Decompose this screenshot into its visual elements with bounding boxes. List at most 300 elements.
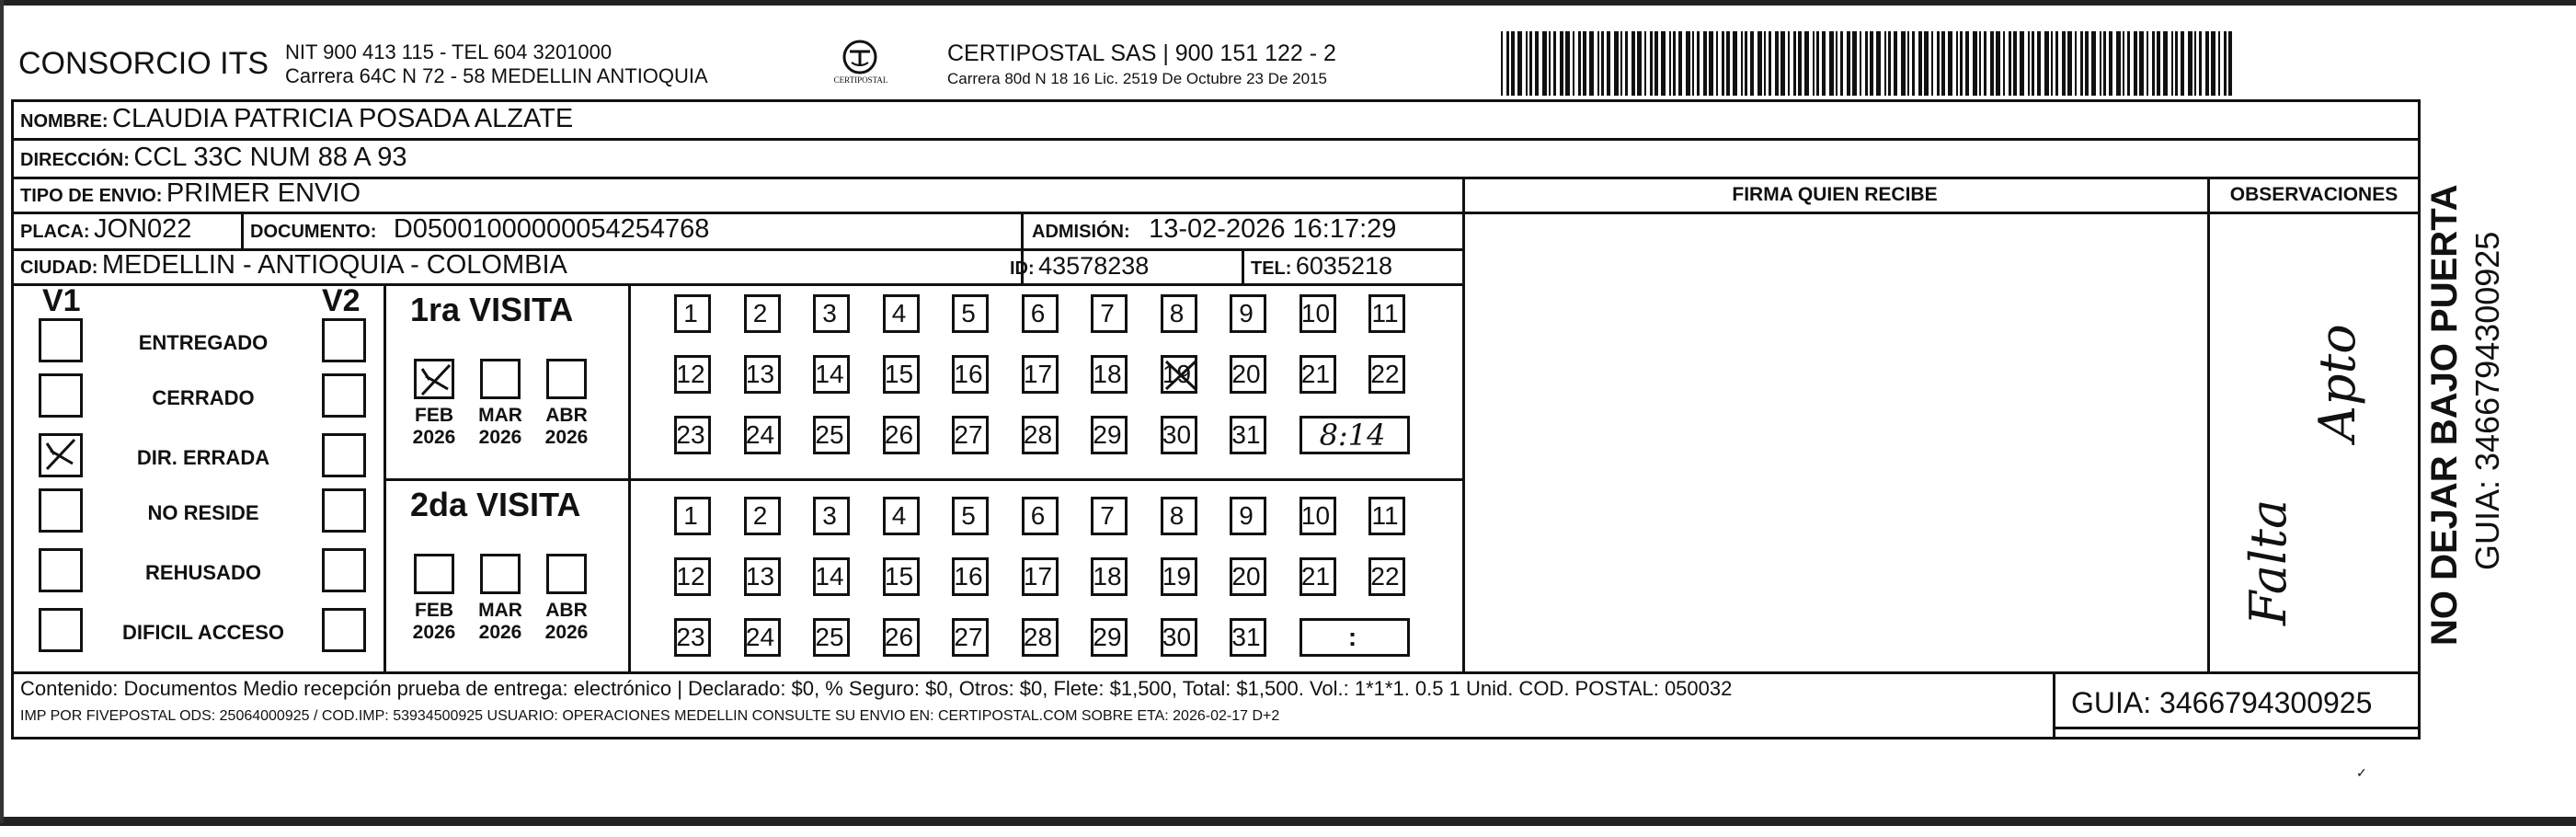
- handwritten-observation: [2212, 276, 2414, 662]
- barcode-bar: [2205, 31, 2209, 96]
- day-box[interactable]: [1230, 416, 1266, 454]
- imp-text: IMP POR FIVEPOSTAL ODS: 25064000925 / COD.IMP: 53934500925 USUARIO: OPERACIONES MEDELLIN CONSULTE SU ENVIO EN: CERTIPOSTAL.COM SOBRE ETA: 2026-02-17 D+2: [20, 708, 1280, 724]
- day-box[interactable]: [674, 355, 711, 394]
- day-box[interactable]: [952, 497, 989, 535]
- month-checkbox[interactable]: [480, 554, 521, 594]
- observaciones-header: OBSERVACIONES: [2229, 184, 2399, 205]
- day-box[interactable]: [813, 355, 850, 394]
- v2-checkbox[interactable]: [322, 608, 366, 652]
- status-label: NO RESIDE: [147, 501, 259, 524]
- day-box[interactable]: [1299, 497, 1336, 535]
- day-box[interactable]: [813, 416, 850, 454]
- day-number: 30: [1162, 420, 1192, 449]
- day-number: 8: [1169, 501, 1185, 530]
- barcode-bar: [1829, 31, 1834, 96]
- v2-checkbox[interactable]: [322, 318, 366, 362]
- time-value: 8:14: [1319, 418, 1386, 453]
- day-box[interactable]: [1230, 557, 1266, 596]
- month-year: 2026: [544, 622, 589, 643]
- barcode-bar: [2067, 31, 2072, 96]
- barcode-bar: [1578, 31, 1581, 96]
- barcode-bar: [2116, 31, 2121, 96]
- barcode-bar: [1948, 31, 1952, 96]
- day-box[interactable]: [674, 618, 711, 657]
- day-number: 2: [752, 299, 768, 327]
- nombre-value: CLAUDIA PATRICIA POSADA ALZATE: [112, 104, 574, 133]
- tel-row: [1251, 252, 1392, 281]
- barcode-bar: [1780, 31, 1785, 96]
- row-line: [11, 283, 1464, 286]
- row-line: [2053, 727, 2421, 729]
- day-number: 22: [1370, 562, 1400, 590]
- barcode-bar: [2091, 31, 2096, 96]
- barcode-bar: [1769, 31, 1771, 96]
- day-box[interactable]: [674, 416, 711, 454]
- day-box[interactable]: [1161, 557, 1197, 596]
- barcode-bar: [1560, 31, 1563, 96]
- barcode-bar: [2103, 31, 2106, 96]
- month-year: 2026: [478, 427, 522, 448]
- barcode-bar: [2109, 31, 2112, 96]
- day-number: 25: [815, 623, 844, 651]
- barcode-bar: [1973, 31, 1977, 96]
- placa-value: JON022: [94, 214, 192, 244]
- barcode-bar: [2009, 31, 2011, 96]
- day-number: 28: [1023, 420, 1053, 449]
- documento-label: DOCUMENTO:: [250, 222, 377, 242]
- day-number: 4: [891, 501, 907, 530]
- day-box[interactable]: [883, 557, 920, 596]
- day-box[interactable]: [883, 497, 920, 535]
- day-box[interactable]: [883, 294, 920, 333]
- barcode-bar: [2211, 31, 2215, 96]
- barcode-bar: [2228, 31, 2232, 96]
- direccion-label: DIRECCIÓN:: [20, 150, 130, 170]
- day-number: 2: [752, 501, 768, 530]
- day-number: 20: [1231, 562, 1261, 590]
- day-box[interactable]: [1368, 294, 1405, 333]
- day-number: 29: [1093, 623, 1122, 651]
- barcode: [1501, 31, 2237, 96]
- barcode-bar: [1741, 31, 1743, 96]
- day-number: 28: [1023, 623, 1053, 651]
- barcode-bar: [2127, 31, 2130, 96]
- side-guia: GUIA: 3466794300925: [2468, 231, 2506, 570]
- month-checkbox[interactable]: [546, 359, 587, 399]
- barcode-bar: [1650, 31, 1653, 96]
- id-row: [1010, 252, 1149, 281]
- day-box[interactable]: [952, 557, 989, 596]
- day-box[interactable]: [1022, 497, 1059, 535]
- v1-checkbox[interactable]: [39, 318, 83, 362]
- v1-checkbox[interactable]: [39, 433, 83, 477]
- day-box[interactable]: [674, 294, 711, 333]
- day-box[interactable]: [1161, 355, 1197, 394]
- status-label: DIFICIL ACCESO: [121, 621, 284, 644]
- day-number: 29: [1093, 420, 1122, 449]
- day-number: 9: [1239, 501, 1254, 530]
- day-number: 3: [822, 299, 837, 327]
- day-box[interactable]: [813, 497, 850, 535]
- day-number: 11: [1371, 299, 1399, 327]
- day-number: 7: [1100, 501, 1115, 530]
- barcode-bar: [1589, 31, 1594, 96]
- barcode-bar: [1793, 31, 1796, 96]
- day-box[interactable]: [1091, 294, 1128, 333]
- month-year: 2026: [412, 622, 456, 643]
- admision-row: [1032, 214, 1396, 245]
- day-number: 21: [1300, 360, 1331, 388]
- barcode-bar: [1822, 31, 1826, 96]
- day-number: 14: [815, 360, 844, 388]
- barcode-bar: [1860, 31, 1861, 96]
- month-name: FEB: [415, 405, 453, 426]
- barcode-bar: [2080, 31, 2083, 96]
- barcode-bar: [1956, 31, 1958, 96]
- v1-checkbox[interactable]: [39, 608, 83, 652]
- barcode-bar: [2134, 31, 2137, 96]
- month-checkbox[interactable]: [414, 359, 454, 399]
- day-box[interactable]: [1022, 416, 1059, 454]
- day-box[interactable]: [1022, 355, 1059, 394]
- day-box[interactable]: [1368, 557, 1405, 596]
- barcode-bar: [1937, 31, 1940, 96]
- barcode-bar: [1888, 31, 1891, 96]
- barcode-bar: [1709, 31, 1713, 96]
- day-box[interactable]: [813, 294, 850, 333]
- barcode-bar: [1673, 31, 1676, 96]
- day-box[interactable]: [1230, 618, 1266, 657]
- day-box[interactable]: [1368, 497, 1405, 535]
- barcode-bar: [1726, 31, 1730, 96]
- day-number: 13: [745, 360, 775, 388]
- day-number: 23: [676, 420, 705, 449]
- barcode-bar: [1804, 31, 1809, 96]
- day-box[interactable]: [744, 618, 781, 657]
- visit1-title: 1ra VISITA: [410, 291, 574, 328]
- day-box[interactable]: [674, 557, 711, 596]
- tipo-row: [20, 178, 361, 209]
- day-box[interactable]: [1091, 416, 1128, 454]
- barcode-bar: [1549, 31, 1551, 96]
- barcode-bar: [1669, 31, 1671, 96]
- day-number: 4: [891, 299, 907, 327]
- day-number: 26: [884, 623, 914, 651]
- day-number: 18: [1093, 562, 1122, 590]
- day-box[interactable]: [674, 497, 711, 535]
- barcode-bar: [2163, 31, 2168, 96]
- v2-checkbox[interactable]: [322, 488, 366, 533]
- barcode-bar: [1637, 31, 1642, 96]
- ciudad-label: CIUDAD:: [20, 258, 98, 278]
- barcode-bar: [1506, 31, 1509, 96]
- day-number: 9: [1239, 299, 1254, 327]
- barcode-bar: [1788, 31, 1790, 96]
- day-box[interactable]: [813, 618, 850, 657]
- col-line: [241, 212, 244, 248]
- barcode-bar: [1996, 31, 2000, 96]
- day-number: 15: [884, 360, 914, 388]
- time-box[interactable]: [1299, 618, 1410, 657]
- day-number: 16: [954, 360, 983, 388]
- row-line: [1462, 212, 2421, 214]
- col-line: [1242, 248, 1244, 283]
- day-box[interactable]: [1299, 294, 1336, 333]
- day-box[interactable]: [1368, 355, 1405, 394]
- certipostal-logo: [828, 39, 892, 94]
- barcode-bar: [1847, 31, 1850, 96]
- day-box[interactable]: [1230, 497, 1266, 535]
- day-box[interactable]: [952, 618, 989, 657]
- nombre-label: NOMBRE:: [20, 111, 109, 132]
- barcode-bar: [1722, 31, 1724, 96]
- barcode-bar: [1625, 31, 1628, 96]
- barcode-bar: [1661, 31, 1666, 96]
- tipo-value: PRIMER ENVIO: [166, 178, 361, 208]
- day-box[interactable]: [1022, 294, 1059, 333]
- day-number: 17: [1023, 360, 1053, 388]
- barcode-bar: [2037, 31, 2041, 96]
- status-label: DIR. ERRADA: [136, 446, 270, 469]
- tel-label: TEL:: [1251, 258, 1292, 279]
- month-checkbox[interactable]: [546, 554, 587, 594]
- firma-header: FIRMA QUIEN RECIBE: [1732, 184, 1938, 205]
- guia-footer: GUIA: 3466794300925: [2071, 686, 2373, 719]
- day-box[interactable]: [1161, 497, 1197, 535]
- barcode-bar: [1836, 31, 1838, 96]
- day-number: 25: [815, 420, 844, 449]
- month-checkbox[interactable]: [480, 359, 521, 399]
- barcode-bar: [1565, 31, 1570, 96]
- barcode-bar: [2199, 31, 2202, 96]
- day-box[interactable]: [744, 294, 781, 333]
- barcode-bar: [2218, 31, 2220, 96]
- courier-line: CERTIPOSTAL SAS | 900 151 122 - 2: [947, 40, 1336, 66]
- barcode-bar: [2181, 31, 2184, 96]
- barcode-bar: [1553, 31, 1556, 96]
- barcode-bar: [2224, 31, 2227, 96]
- v2-label: V2: [322, 283, 361, 318]
- status-label: ENTREGADO: [138, 331, 269, 354]
- ciudad-value: MEDELLIN - ANTIOQUIA - COLOMBIA: [101, 250, 567, 280]
- barcode-bar: [1852, 31, 1857, 96]
- day-box[interactable]: [1091, 618, 1128, 657]
- barcode-bar: [1798, 31, 1802, 96]
- barcode-bar: [1840, 31, 1843, 96]
- month-name: FEB: [415, 600, 453, 621]
- contenido-text: Contenido: Documentos Medio recepción prueba de entrega: electrónico | Declarado: $0, % Seguro: $0, Otros: $0, Flete: $1,500, Total: $1,500. Vol.: 1*1*1. 0.5 1 Unid. COD. POSTAL: 050032: [20, 677, 1733, 700]
- day-box[interactable]: [952, 294, 989, 333]
- day-box[interactable]: [883, 355, 920, 394]
- day-box[interactable]: [744, 416, 781, 454]
- day-box[interactable]: [1161, 416, 1197, 454]
- barcode-bar: [2032, 31, 2034, 96]
- documento-row: [250, 214, 709, 245]
- v2-checkbox[interactable]: [322, 548, 366, 592]
- day-box[interactable]: [744, 355, 781, 394]
- v2-checkbox[interactable]: [322, 373, 366, 418]
- month-label: [473, 405, 528, 449]
- documento-value: D05001000000054254768: [393, 214, 710, 244]
- nombre-row: [20, 104, 573, 134]
- barcode-bar: [2100, 31, 2101, 96]
- v1-checkbox[interactable]: [39, 488, 83, 533]
- day-box[interactable]: [1230, 355, 1266, 394]
- barcode-bar: [1907, 31, 1909, 96]
- barcode-bar: [1894, 31, 1897, 96]
- day-box[interactable]: [1091, 497, 1128, 535]
- row-line: [11, 177, 2421, 179]
- day-number: 10: [1300, 501, 1331, 530]
- day-box[interactable]: [744, 497, 781, 535]
- day-number: 16: [954, 562, 983, 590]
- barcode-bar: [1535, 31, 1539, 96]
- admision-label: ADMISIÓN:: [1032, 222, 1130, 242]
- barcode-bar: [1965, 31, 1969, 96]
- time-box[interactable]: [1299, 416, 1410, 454]
- day-number: 13: [745, 562, 775, 590]
- month-checkbox[interactable]: [414, 554, 454, 594]
- day-box[interactable]: [1230, 294, 1266, 333]
- ciudad-row: [20, 250, 567, 281]
- barcode-bar: [2157, 31, 2160, 96]
- day-number: 7: [1100, 299, 1115, 327]
- row-line: [11, 138, 2421, 141]
- month-name: MAR: [478, 600, 522, 621]
- barcode-bar: [1631, 31, 1635, 96]
- address-line: Carrera 64C N 72 - 58 MEDELLIN ANTIOQUIA: [285, 64, 708, 87]
- status-label: REHUSADO: [145, 561, 261, 584]
- day-number: 22: [1370, 360, 1400, 388]
- logo-text: CERTIPOSTAL: [833, 75, 888, 85]
- top-edge: [0, 0, 2576, 6]
- barcode-bar: [2139, 31, 2144, 96]
- barcode-bar: [1620, 31, 1622, 96]
- day-number: 6: [1030, 501, 1046, 530]
- bottom-edge: [0, 817, 2576, 826]
- barcode-bar: [1692, 31, 1694, 96]
- barcode-bar: [1816, 31, 1819, 96]
- barcode-bar: [1990, 31, 1994, 96]
- barcode-bar: [1703, 31, 1707, 96]
- barcode-bar: [1529, 31, 1532, 96]
- day-number: 5: [961, 501, 976, 530]
- barcode-bar: [1501, 31, 1503, 96]
- barcode-bar: [1912, 31, 1915, 96]
- barcode-bar: [1716, 31, 1718, 96]
- placa-row: [20, 214, 191, 245]
- day-box[interactable]: [1022, 557, 1059, 596]
- barcode-bar: [1813, 31, 1815, 96]
- barcode-bar: [1597, 31, 1599, 96]
- tipo-label: TIPO DE ENVIO:: [20, 186, 163, 206]
- day-box[interactable]: [883, 416, 920, 454]
- barcode-bar: [1901, 31, 1906, 96]
- day-number: 27: [954, 420, 983, 449]
- day-number: 5: [961, 299, 976, 327]
- id-value: 43578238: [1038, 252, 1150, 280]
- day-box[interactable]: [952, 355, 989, 394]
- row-line: [11, 671, 2421, 674]
- handwritten-apto: Apto: [2308, 324, 2366, 441]
- day-number: 18: [1093, 360, 1122, 388]
- day-number: 24: [745, 623, 775, 651]
- barcode-bar: [1745, 31, 1747, 96]
- barcode-bar: [2020, 31, 2024, 96]
- day-box[interactable]: [1022, 618, 1059, 657]
- v1-checkbox[interactable]: [39, 373, 83, 418]
- barcode-bar: [1865, 31, 1868, 96]
- barcode-bar: [1614, 31, 1619, 96]
- day-box[interactable]: [1091, 557, 1128, 596]
- day-number: 8: [1169, 299, 1185, 327]
- v2-checkbox[interactable]: [322, 433, 366, 477]
- barcode-bar: [1884, 31, 1886, 96]
- day-number: 31: [1231, 420, 1261, 449]
- col-line: [1462, 177, 1465, 673]
- day-box[interactable]: [744, 557, 781, 596]
- nit-line: NIT 900 413 115 - TEL 604 3201000: [285, 40, 613, 63]
- tel-value: 6035218: [1295, 252, 1393, 280]
- time-value: :: [1347, 623, 1357, 651]
- col-line: [2207, 177, 2210, 673]
- barcode-bar: [2055, 31, 2058, 96]
- barcode-bar: [1583, 31, 1586, 96]
- day-number: 23: [676, 623, 705, 651]
- day-box[interactable]: [883, 618, 920, 657]
- day-number: 10: [1300, 299, 1331, 327]
- month-year: 2026: [478, 622, 522, 643]
- day-number: 21: [1300, 562, 1331, 590]
- day-number: 14: [815, 562, 844, 590]
- v1-label: V1: [42, 283, 81, 318]
- barcode-bar: [1511, 31, 1515, 96]
- day-number: 17: [1023, 562, 1053, 590]
- visit2-title: 2da VISITA: [410, 486, 581, 523]
- barcode-bar: [1757, 31, 1762, 96]
- side-warning: NO DEJAR BAJO PUERTA: [2424, 184, 2465, 646]
- handwritten-falta: Falta: [2239, 499, 2297, 625]
- day-box[interactable]: [1161, 294, 1197, 333]
- day-box[interactable]: [1299, 355, 1336, 394]
- day-box[interactable]: [952, 416, 989, 454]
- day-box[interactable]: [1299, 557, 1336, 596]
- v1-checkbox[interactable]: [39, 548, 83, 592]
- barcode-bar: [2188, 31, 2192, 96]
- day-number: 1: [683, 501, 698, 530]
- barcode-bar: [2028, 31, 2030, 96]
- month-label: [406, 600, 462, 644]
- month-year: 2026: [544, 427, 589, 448]
- day-box[interactable]: [813, 557, 850, 596]
- day-number: 12: [676, 360, 705, 388]
- barcode-bar: [2051, 31, 2053, 96]
- barcode-bar: [2013, 31, 2017, 96]
- day-number: 19: [1162, 360, 1192, 388]
- day-number: 26: [884, 420, 914, 449]
- day-number: 15: [884, 562, 914, 590]
- barcode-bar: [1601, 31, 1604, 96]
- day-box[interactable]: [1161, 618, 1197, 657]
- day-number: 30: [1162, 623, 1192, 651]
- day-number: 31: [1231, 623, 1261, 651]
- barcode-bar: [2085, 31, 2089, 96]
- barcode-bar: [1686, 31, 1690, 96]
- barcode-bar: [2147, 31, 2148, 96]
- day-number: 1: [683, 299, 698, 327]
- day-box[interactable]: [1091, 355, 1128, 394]
- barcode-bar: [1979, 31, 1981, 96]
